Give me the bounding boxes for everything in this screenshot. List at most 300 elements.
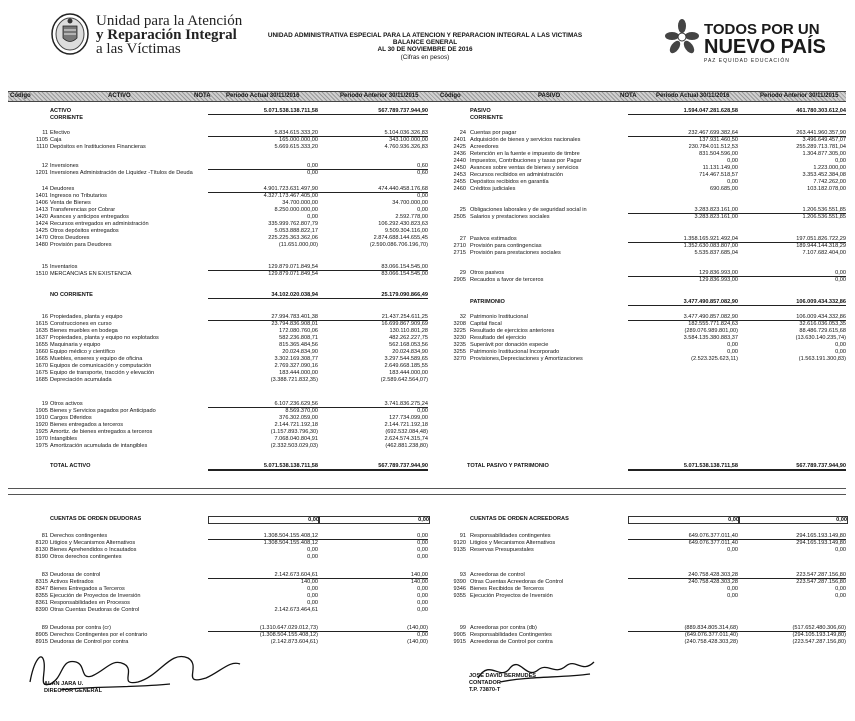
group-label: Acreedoras de control: [470, 572, 525, 578]
row-code: 1970: [35, 436, 48, 442]
row-label: Amortización acumulada de intangibles: [50, 443, 148, 449]
group-label: Deudores: [50, 186, 75, 192]
row-code: 2453: [453, 172, 466, 178]
row-code: 3270: [453, 356, 466, 362]
row-label: Bienes y Servicios pagados por Anticipado: [50, 408, 156, 414]
value-actual: 11.131.149,00: [702, 165, 738, 171]
total-activo-actual: 5.071.538.138.711,58: [208, 463, 318, 471]
row-label: Bienes Aprehendidos o Incautados: [50, 547, 137, 553]
value-actual: 0,00: [727, 349, 738, 355]
value-actual: 0,00: [307, 600, 318, 606]
value-anterior: 5.104.036.326,83: [318, 130, 428, 137]
value-actual: 34.700.000,00: [282, 200, 318, 206]
row-code: 1905: [35, 408, 48, 414]
row-code: 3225: [453, 328, 466, 334]
value-anterior: (223.547.287.156,80): [792, 639, 846, 645]
value-anterior: (1.563.191.300,83): [798, 356, 846, 362]
row-label: Impuestos, Contribuciones y tasas por Pagar: [470, 158, 582, 164]
value-anterior: 34.700.000,00: [392, 200, 428, 206]
value-actual: 129.836.993,00: [628, 270, 738, 277]
value-actual: 0,00: [208, 163, 318, 170]
value-anterior: 2.624.574.315,74: [384, 436, 428, 442]
title-line-1: UNIDAD ADMINISTRATIVA ESPECIAL PARA LA ATENCION Y REPARACION INTEGRAL A LAS VICTIMAS: [267, 32, 583, 39]
row-code: 9120: [453, 540, 466, 546]
row-code: 3235: [453, 342, 466, 348]
value-actual: 1.308.504.155.408,12: [263, 540, 318, 546]
row-code: 9355: [453, 593, 466, 599]
value-actual: 232.467.699.382,64: [628, 130, 738, 137]
row-label: Muebles, enseres y equipo de oficina: [50, 356, 143, 362]
section-heading: CUENTAS DE ORDEN DEUDORAS: [50, 516, 142, 522]
section-heading: PASIVO: [470, 108, 491, 114]
value-anterior: 263.441.960.357,90: [738, 130, 846, 137]
value-anterior: 0,00: [417, 207, 428, 213]
row-code: 1615: [35, 321, 48, 327]
value-actual: 2.769.327.090,16: [274, 363, 318, 369]
row-label: MERCANCIAS EN EXISTENCIA: [50, 271, 132, 277]
row-label: Responsabilidades Contingentes: [470, 632, 552, 638]
brand-line-2: NUEVO PAÍS: [704, 36, 826, 58]
row-label: Equipo médico y científico: [50, 349, 115, 355]
row-code: 1665: [35, 356, 48, 362]
row-code: 1635: [35, 328, 48, 334]
value-actual: 0,00: [727, 342, 738, 348]
row-code: 19: [41, 401, 48, 407]
row-code: 25: [459, 207, 466, 213]
row-code: 1910: [35, 415, 48, 421]
value-anterior: 461.780.303.612,04: [738, 108, 846, 115]
value-anterior: 127.734.099,00: [389, 415, 428, 421]
value-actual: (1.310.647.029.012,73): [208, 625, 318, 632]
value-actual: 8.250.000.000,00: [274, 207, 318, 213]
value-actual: 1.308.504.155.408,12: [208, 533, 318, 540]
value-anterior: (462.881.238,80): [385, 443, 428, 449]
total-pyp-label: TOTAL PASIVO Y PATRIMONIO: [467, 463, 549, 469]
row-code: 15: [41, 264, 48, 270]
section-heading: NO CORRIENTE: [50, 292, 93, 298]
value-actual: 172.080.760,06: [279, 328, 318, 334]
section-heading: CORRIENTE: [470, 115, 503, 121]
value-actual: (3.388.721.832,35): [270, 377, 318, 383]
row-code: 81: [41, 533, 48, 539]
value-actual: 582.236.808,71: [279, 335, 318, 341]
contador-name: JOSE DAVID BERMUDES: [469, 673, 537, 679]
row-label: Ingresos no Tributarios: [50, 193, 107, 199]
logo-line-1: Unidad para la Atención: [96, 13, 243, 29]
row-code: 91: [459, 533, 466, 539]
row-code: 9905: [453, 632, 466, 638]
value-anterior: 0,00: [417, 600, 428, 606]
value-actual: 3.283.823.161,00: [628, 207, 738, 214]
row-code: 1975: [35, 443, 48, 449]
value-anterior: 0,00: [835, 349, 846, 355]
row-label: Litigios y Mecanismos Alternativos: [470, 540, 556, 546]
value-actual: 0,00: [307, 214, 318, 220]
value-actual: 690.685,00: [710, 186, 738, 192]
row-code: 8120: [35, 540, 48, 546]
value-actual: 1.358.165.921.492,04: [628, 236, 738, 243]
row-code: 2440: [453, 158, 466, 164]
contador-tp: T.P. 73870-T: [469, 687, 501, 693]
value-anterior: 2.592.778,00: [395, 214, 428, 220]
row-label: Venta de Bienes: [50, 200, 91, 206]
value-anterior: 7.742.262,00: [813, 179, 846, 185]
value-anterior: 1.223.000,00: [813, 165, 846, 171]
row-code: 1413: [35, 207, 48, 213]
total-pyp-anterior: 567.789.737.944,90: [738, 463, 846, 471]
row-label: Resultado del ejercicio: [470, 335, 527, 341]
row-label: Cargos Diferidos: [50, 415, 92, 421]
value-actual: 0,00: [727, 586, 738, 592]
row-label: Activos Retirados: [50, 579, 94, 585]
value-anterior: 567.789.737.944,90: [318, 108, 428, 115]
row-code: 16: [41, 314, 48, 320]
row-code: 93: [459, 572, 466, 578]
row-label: Caja: [50, 137, 62, 143]
value-actual: (11.651.000,00): [278, 242, 318, 248]
row-label: Salarios y prestaciones sociales: [470, 214, 550, 220]
value-actual: 831.504.596,00: [699, 151, 738, 157]
value-actual: (2.142.873.604,61): [270, 639, 318, 645]
value-actual: 5.053.888.822,17: [274, 228, 318, 234]
row-code: 2710: [453, 243, 466, 249]
value-actual: 0,00: [307, 554, 318, 560]
row-label: Acreedores: [470, 144, 499, 150]
value-actual: 20.024.834,90: [282, 349, 318, 355]
value-actual: 2.142.673.464,61: [274, 607, 318, 613]
group-label: Pasivos estimados: [470, 236, 517, 242]
row-code: 1420: [35, 214, 48, 220]
value-actual: (1.308.504.155.408,12): [259, 632, 318, 638]
value-anterior: 3.353.452.384,08: [802, 172, 846, 178]
value-actual: 6.107.236.629,56: [208, 401, 318, 408]
row-code: 1201: [35, 170, 48, 176]
value-anterior: 88.486.729.615,68: [799, 328, 846, 334]
row-label: Otras Cuentas Deudoras de Control: [50, 607, 140, 613]
value-actual: 3.477.490.857.082,90: [628, 299, 738, 306]
value-anterior: 83.066.154.545,00: [381, 271, 428, 277]
row-label: Bienes Entregados a Terceros: [50, 586, 125, 592]
value-actual: 23.794.836.908,01: [271, 321, 318, 327]
row-label: Retención en la fuente e impuesto de timbre: [470, 151, 580, 157]
group-label: Otros pasivos: [470, 270, 505, 276]
row-label: Superávit por donación especie: [470, 342, 549, 348]
row-code: 1637: [35, 335, 48, 341]
value-anterior: 25.179.090.866,49: [318, 292, 428, 299]
col-activo: ACTIVO: [108, 93, 131, 99]
section-heading: CUENTAS DE ORDEN ACREEDORAS: [470, 516, 569, 522]
total-activo-label: TOTAL ACTIVO: [50, 463, 91, 469]
value-anterior: 255.289.713.781,04: [796, 144, 846, 150]
row-label: Bienes muebles en bodega: [50, 328, 118, 334]
value-actual: 0,00: [307, 170, 318, 176]
section-heading: ACTIVO: [50, 108, 72, 114]
value-anterior: 0,00: [835, 277, 846, 283]
value-actual: (2.332.503.029,03): [270, 443, 318, 449]
value-actual: 5.535.837.685,04: [694, 250, 738, 256]
value-actual: 0,00: [307, 586, 318, 592]
group-label: Otros activos: [50, 401, 83, 407]
value-anterior: 482.262.227,75: [389, 335, 428, 341]
value-anterior: 0,00: [417, 593, 428, 599]
value-anterior: 0,00: [417, 607, 428, 613]
value-actual: 376.302.059,00: [279, 415, 318, 421]
row-label: Otros derechos contingentes: [50, 554, 122, 560]
row-code: 29: [459, 270, 466, 276]
row-code: 1110: [36, 144, 48, 150]
row-label: Bienes Recibidos de Terceros: [470, 586, 544, 592]
total-pyp-actual: 5.071.538.138.711,58: [628, 463, 738, 471]
value-actual: 5.071.538.138.711,58: [208, 108, 318, 115]
value-actual: 0,00: [727, 547, 738, 553]
row-label: Transferencias por Cobrar: [50, 207, 116, 213]
value-actual: (649.076.377.011,40): [684, 632, 738, 638]
row-code: 2505: [453, 214, 466, 220]
value-actual: (889.834.805.314,68): [628, 625, 738, 632]
value-anterior: 106.009.434.332,86: [738, 314, 846, 321]
value-anterior: 294.165.193.149,80: [796, 540, 846, 546]
row-label: Bienes entregados a terceros: [50, 422, 124, 428]
value-anterior: 16.699.867.909,69: [381, 321, 428, 327]
col-codigo: Código: [10, 93, 31, 99]
row-label: Recursos recibidos en administración: [470, 172, 563, 178]
value-anterior: 223.547.287.156,80: [738, 572, 846, 579]
value-anterior: (692.532.084,48): [385, 429, 428, 435]
group-label: Inventarios: [50, 264, 78, 270]
value-actual: 2.142.673.604,61: [208, 572, 318, 579]
value-anterior: (140,00): [318, 625, 428, 632]
group-label: Obligaciones laborales y de seguridad social in: [470, 207, 587, 213]
value-actual: 335.999.762.807,79: [268, 221, 318, 227]
row-code: 27: [459, 236, 466, 242]
value-anterior: 0,00: [417, 554, 428, 560]
row-label: Avances y anticipos entregados: [50, 214, 129, 220]
title-line-4: (Cifras en pesos): [400, 53, 450, 61]
value-actual: 34.102.020.038,94: [208, 292, 318, 299]
value-anterior: (2.589.642.564,07): [380, 377, 428, 383]
row-code: 1920: [35, 422, 48, 428]
row-label: Construcciones en curso: [50, 321, 112, 327]
value-anterior: 106.009.434.332,86: [738, 299, 846, 306]
row-code: 24: [459, 130, 466, 136]
value-anterior: (13.630.140.235,74): [795, 335, 846, 341]
value-actual: (289.076.989.801,00): [684, 328, 738, 334]
row-label: Acreedoras de Control por contra: [470, 639, 553, 645]
row-code: 2905: [453, 277, 466, 283]
group-label: Inversiones: [50, 163, 79, 169]
row-code: 9346: [453, 586, 466, 592]
col-periodo-anterior-right: Periodo Anterior 30/11/2015: [760, 93, 839, 99]
director-name: ALAN JARA U.: [44, 681, 84, 687]
row-label: Capital fiscal: [470, 321, 502, 327]
value-actual: 165.000.000,00: [279, 137, 318, 143]
value-anterior: 3.496.649.457,07: [802, 137, 846, 143]
row-code: 8905: [35, 632, 48, 638]
col-nota-right: NOTA: [620, 93, 637, 99]
title-line-3: AL 30 DE NOVIEMBRE DE 2016: [377, 46, 473, 54]
row-code: 1675: [35, 370, 48, 376]
row-code: 2436: [453, 151, 466, 157]
group-label: Deudoras de control: [50, 572, 101, 578]
row-label: Patrimonio Institucional Incorporado: [470, 349, 560, 355]
value-anterior: 0,00: [835, 593, 846, 599]
value-actual: 2.144.721.192,18: [274, 422, 318, 428]
value-actual: 140,00: [300, 579, 318, 585]
value-actual: 1.352.630.083.807,00: [683, 243, 738, 249]
value-anterior: 0,60: [417, 170, 428, 176]
value-anterior: 4.760.936.326,83: [384, 144, 428, 150]
value-actual: 8.569.370,00: [285, 408, 318, 414]
row-code: 1424: [35, 221, 48, 227]
row-label: Equipo de transporte, tracción y elevación: [50, 370, 155, 376]
row-code: 1401: [35, 193, 48, 199]
value-anterior: 562.168.053,56: [389, 342, 428, 348]
value-actual: 225.225.363.362,06: [268, 235, 318, 241]
col-codigo-right: Código: [440, 93, 461, 99]
row-label: Provisiones,Depreciaciones y Amortizaciones: [470, 356, 583, 362]
value-anterior: 0,00: [835, 342, 846, 348]
value-actual: 240.758.428.303,28: [688, 579, 738, 585]
row-code: 3230: [453, 335, 466, 341]
value-anterior: 0,00: [835, 547, 846, 553]
row-code: 1660: [35, 349, 48, 355]
value-anterior: 3.297.544.589,65: [384, 356, 428, 362]
value-actual: 183.444.000,00: [279, 370, 318, 376]
value-actual: 0,00: [727, 179, 738, 185]
value-anterior: 140,00: [410, 579, 428, 585]
value-actual: 129.879.071.849,54: [208, 264, 318, 271]
row-label: Intangibles: [50, 436, 78, 442]
value-actual: 3.477.490.857.082,90: [628, 314, 738, 321]
brand-tagline: PAZ EQUIDAD EDUCACIÓN: [704, 58, 790, 64]
row-code: 9135: [453, 547, 466, 553]
value-anterior: 0,00: [417, 586, 428, 592]
row-code: 14: [41, 186, 48, 192]
row-code: 99: [459, 625, 466, 631]
value-actual: 0,00: [628, 516, 740, 524]
row-code: 83: [41, 572, 48, 578]
value-anterior: 0,00: [835, 158, 846, 164]
value-anterior: 343.100.000,00: [389, 137, 428, 143]
row-code: 11: [42, 130, 48, 136]
row-label: Responsabilidades en Procesos: [50, 600, 130, 606]
col-periodo-anterior: Periodo Anterior 30/11/2015: [340, 93, 419, 99]
value-anterior: 197.051.826.722,29: [738, 236, 846, 243]
row-code: 8315: [35, 579, 48, 585]
logo-line-2: y Reparación Integral: [96, 27, 237, 43]
value-actual: 0,00: [307, 547, 318, 553]
row-code: 2401: [453, 137, 466, 143]
row-label: Ejecución de Proyectos de Inversión: [50, 593, 141, 599]
row-label: Otras Cuentas Acreedoras de Control: [470, 579, 564, 585]
row-code: 3255: [453, 349, 466, 355]
value-anterior: (294.105.193.149,80): [792, 632, 846, 638]
value-actual: 5.669.615.333,20: [274, 144, 318, 150]
row-label: Inversiones Administración de Liquidez -Títulos de Deuda: [50, 170, 193, 176]
logo-line-3: a las Víctimas: [96, 41, 181, 57]
row-code: 1425: [35, 228, 48, 234]
value-actual: 230.784.011.512,53: [688, 144, 738, 150]
row-code: 1510: [35, 271, 48, 277]
row-label: Recursos entregados en administración: [50, 221, 149, 227]
value-anterior: 0,00: [417, 632, 428, 638]
row-code: 1105: [35, 137, 48, 143]
value-anterior: 32.616.036.053,35: [799, 321, 846, 327]
group-label: Efectivo: [50, 130, 70, 136]
row-label: Reservas Presupuestales: [470, 547, 534, 553]
value-actual: 0,00: [727, 593, 738, 599]
row-code: 2460: [453, 186, 466, 192]
row-code: 8390: [35, 607, 48, 613]
value-actual: 1.594.047.281.628,58: [628, 108, 738, 115]
row-label: Provisión para Deudores: [50, 242, 112, 248]
col-periodo-actual-right: Periodo Actual 30/11/2016: [656, 93, 730, 99]
row-label: Adquisición de bienes y servicios nacionales: [470, 137, 581, 143]
value-actual: 7.068.040.804,91: [274, 436, 318, 442]
value-anterior: 2.874.688.144.655,45: [373, 235, 428, 241]
row-code: 8190: [35, 554, 48, 560]
value-anterior: 103.182.078,00: [807, 186, 846, 192]
row-label: Depreciación acumulada: [50, 377, 112, 383]
value-anterior: 20.024.834,90: [392, 349, 428, 355]
value-actual: 182.555.771.824,63: [688, 321, 738, 327]
director-title: DIRECTOR GENERAL: [44, 688, 103, 694]
row-code: 8915: [35, 639, 48, 645]
group-label: Patrimonio Institucional: [470, 314, 528, 320]
row-code: 32: [459, 314, 466, 320]
value-anterior: 3.741.836.275,24: [318, 401, 428, 408]
value-actual: 240.758.428.303,28: [628, 572, 738, 579]
value-actual: 3.302.169.308,77: [274, 356, 318, 362]
group-label: Acreedoras por contra (db): [470, 625, 537, 631]
section-heading: CORRIENTE: [50, 115, 83, 121]
row-label: Depósitos recibidos en garantía: [470, 179, 549, 185]
value-actual: 815.365.484,56: [279, 342, 318, 348]
col-pasivo: PASIVO: [538, 93, 561, 99]
value-actual: 649.076.377.011,40: [628, 533, 738, 540]
value-actual: 0,00: [208, 516, 320, 524]
section-heading: PATRIMONIO: [470, 299, 505, 305]
group-label: Cuentas por pagar: [470, 130, 517, 136]
value-anterior: 1.304.877.305,00: [802, 151, 846, 157]
value-anterior: 83.066.154.545,00: [318, 264, 428, 271]
value-actual: 3.584.135.380.883,37: [683, 335, 738, 341]
value-anterior: 1.206.536.551,85: [802, 214, 846, 220]
row-code: 1685: [35, 377, 48, 383]
value-anterior: 0,00: [318, 533, 428, 540]
value-actual: 4.901.723.631.497,90: [208, 186, 318, 193]
value-anterior: (517.652.480.306,60): [738, 625, 846, 632]
value-actual: 129.836.993,00: [699, 277, 738, 283]
value-actual: 714.467.518,57: [699, 172, 738, 178]
row-code: 2715: [453, 250, 466, 256]
row-code: 8361: [35, 600, 48, 606]
value-anterior: 9.509.304.116,00: [384, 228, 428, 234]
group-label: Propiedades, planta y equipo: [50, 314, 123, 320]
value-actual: (1.157.893.796,30): [270, 429, 318, 435]
group-label: Responsabilidades contingentes: [470, 533, 551, 539]
brand-line-1: TODOS POR UN: [704, 21, 820, 38]
value-anterior: 0,00: [835, 586, 846, 592]
value-actual: 129.879.071.849,54: [268, 271, 318, 277]
row-label: Amortiz. de bienes entregados a terceros: [50, 429, 153, 435]
value-actual: (2.523.325.623,11): [691, 356, 738, 362]
row-code: 8347: [35, 586, 48, 592]
value-anterior: 2.649.668.185,55: [384, 363, 428, 369]
row-label: Provisión para prestaciones sociales: [470, 250, 561, 256]
row-code: 2450: [453, 165, 466, 171]
value-anterior: 1.206.536.551,85: [738, 207, 846, 214]
